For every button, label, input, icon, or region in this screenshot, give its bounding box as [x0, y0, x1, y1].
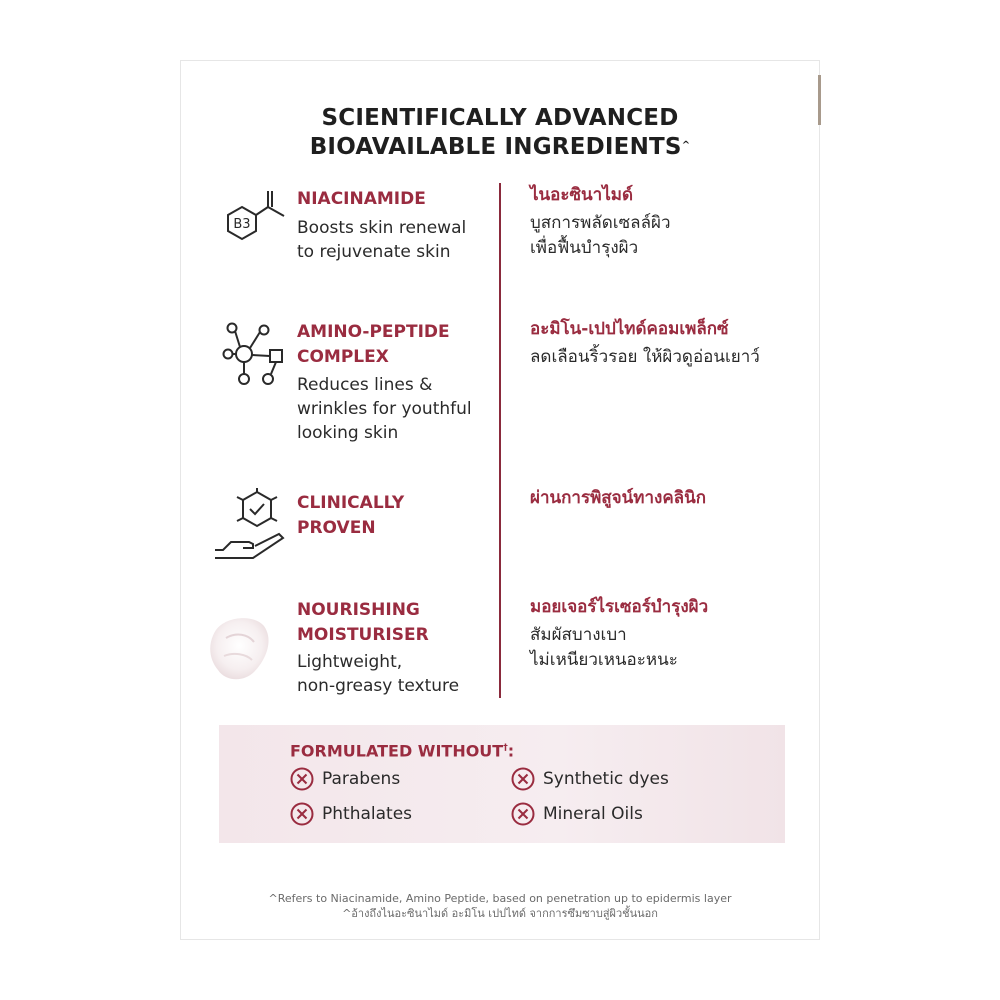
moisturiser-desc-line-1: Lightweight,	[297, 652, 403, 672]
without-item-synthetic-dyes: Synthetic dyes	[543, 769, 669, 789]
amino-peptide-desc-th-line-1: ลดเลือนริ้วรอย ให้ผิวดูอ่อนเยาว์	[530, 347, 760, 367]
moisturiser-desc-th-line-2: ไม่เหนียวเหนอะหนะ	[530, 650, 678, 670]
cross-circle-icon	[290, 802, 314, 826]
niacinamide-title-th: ไนอะซินาไมด์	[530, 185, 634, 205]
niacinamide-desc	[297, 216, 466, 264]
amino-peptide-title-th: อะมิโน-เปปไทด์คอมเพล็กซ์	[530, 319, 729, 339]
moisturiser-title-line-1: NOURISHING	[297, 600, 420, 620]
niacinamide-desc-line-2: to rejuvenate skin	[297, 242, 451, 262]
formulated-without-colon: :	[507, 741, 515, 761]
amino-peptide-desc-th	[530, 345, 760, 370]
molecule-network-icon	[222, 322, 292, 392]
clinically-proven-title-th: ผ่านการพิสูจน์ทางคลินิก	[530, 488, 707, 508]
niacinamide-title: NIACINAMIDE	[297, 189, 426, 209]
amino-peptide-title-line-1: AMINO-PEPTIDE	[297, 322, 450, 342]
without-item-mineral-oils: Mineral Oils	[543, 804, 643, 824]
heading-line-1: SCIENTIFICALLY ADVANCED	[321, 105, 679, 131]
niacinamide-desc-th-line-1: บูสการพลัดเซลล์ผิว	[530, 213, 671, 233]
amino-peptide-desc-line-3: looking skin	[297, 423, 399, 443]
niacinamide-desc-th	[530, 211, 671, 261]
niacinamide-desc-line-1: Boosts skin renewal	[297, 218, 467, 238]
b3-label: B3	[233, 217, 251, 232]
moisturiser-title	[297, 598, 429, 648]
formulated-without-title	[290, 737, 514, 762]
formulated-without-mark: †	[503, 743, 508, 753]
heading-line-2	[0, 133, 1000, 162]
without-item-parabens: Parabens	[322, 769, 401, 789]
moisturiser-desc	[297, 650, 459, 698]
column-divider	[499, 183, 501, 698]
heading-line-2-text: BIOAVAILABLE INGREDIENTS	[309, 134, 682, 160]
moisturiser-title-line-2: MOISTURISER	[297, 625, 429, 645]
amino-peptide-desc-line-2: wrinkles for youthful	[297, 399, 472, 419]
cross-circle-icon	[511, 767, 535, 791]
footnote-thai: ^อ้างถึงไนอะซินาไมด์ อะมิโน เปปไทด์ จากการซึมซาบสู่ผิวชั้นนอก	[342, 907, 658, 920]
cross-circle-icon	[290, 767, 314, 791]
moisturiser-desc-th-line-1: สัมผัสบางเบา	[530, 625, 627, 645]
moisturiser-desc-line-2: non-greasy texture	[297, 676, 460, 696]
niacinamide-desc-th-line-2: เพื่อฟื้นบำรุงผิว	[530, 238, 639, 258]
amino-peptide-desc-line-1: Reduces lines &	[297, 375, 433, 395]
clinically-proven-title-line-1: CLINICALLY	[297, 493, 405, 513]
footnote-english: ^Refers to Niacinamide, Amino Peptide, based on penetration up to epidermis layer	[268, 892, 732, 905]
moisturiser-desc-th	[530, 623, 678, 673]
cross-circle-icon	[511, 802, 535, 826]
cream-swatch-icon	[204, 612, 274, 684]
b3-molecule-icon	[218, 183, 292, 253]
hand-check-icon	[213, 488, 289, 564]
clinically-proven-title	[297, 491, 404, 541]
amino-peptide-title-line-2: COMPLEX	[297, 347, 389, 367]
heading-mark: ^	[681, 140, 691, 151]
formulated-without-title-text: FORMULATED WITHOUT	[290, 741, 504, 761]
clinically-proven-title-line-2: PROVEN	[297, 518, 376, 538]
without-item-phthalates: Phthalates	[322, 804, 413, 824]
amino-peptide-desc	[297, 373, 472, 445]
amino-peptide-title	[297, 320, 450, 370]
moisturiser-title-th: มอยเจอร์ไรเซอร์บำรุงผิว	[530, 597, 709, 617]
page-heading	[0, 104, 1000, 162]
